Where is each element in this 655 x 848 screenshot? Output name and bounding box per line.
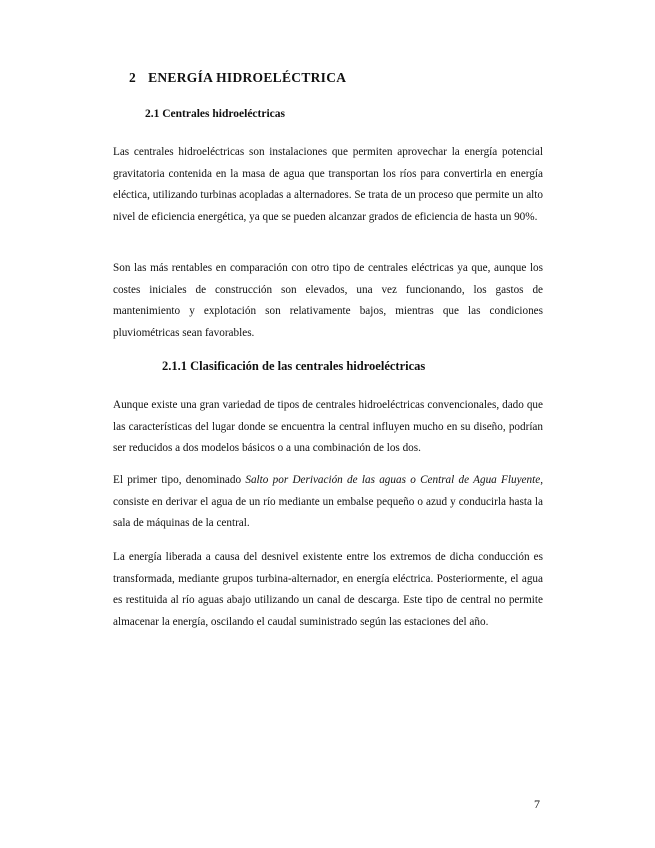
subsection-heading: 2.1 Centrales hidroeléctricas (145, 108, 285, 120)
paragraph-intro: Las centrales hidroeléctricas son instalaciones que permiten aprovechar la energía potencial gravitatoria contenida en la masa de agua que transportan los ríos para convertirla en energía eléctica, utilizando turbinas acopladas a alternadores. Se trata de un proceso que permite un alto nivel de eficiencia energética, ya que se pueden alcanzar grados de eficiencia de hasta un 90%. (113, 146, 543, 223)
first-type-name: Salto por Derivación de las aguas o Central de Agua Fluyente (245, 474, 541, 486)
paragraph-profitability: Son las más rentables en comparación con otro tipo de centrales eléctricas ya que, aunque los costes iniciales de construcción son elevados, una vez funcionando, los gastos de mantenimiento y explotación son relativamente bajos, mientras que las condiciones pluviométricas sean favorables. (113, 262, 543, 339)
paragraph-first-type-lead: El primer tipo, denominado (113, 474, 246, 486)
section-number: 2 (129, 70, 137, 85)
page-number: 7 (534, 797, 540, 811)
section-heading (129, 70, 346, 86)
paragraph-first-type-rest: , consiste en derivar el agua de un río mediante un embalse pequeño o azud y conducirla hasta la sala de máquinas de la central. (113, 474, 543, 529)
paragraph-energy-release: La energía liberada a causa del desnivel existente entre los extremos de dicha conducción es transformada, mediante grupos turbina-alternador, en energía eléctrica. Posteriormente, el agua es restituida al río aguas abajo utilizando un canal de descarga. Este tipo de central no permite almacenar la energía, oscilando el caudal suministrado según las estaciones del año. (113, 551, 543, 628)
subsubsection-heading: 2.1.1 Clasificación de las centrales hidroeléctricas (162, 359, 426, 373)
paragraph-classification: Aunque existe una gran variedad de tipos de centrales hidroeléctricas convencionales, dado que las características del lugar donde se encuentra la central influyen mucho en su diseño, podrían ser reducidos a dos modelos básicos o a una combinación de los dos. (113, 399, 543, 454)
paragraph-first-type (113, 470, 543, 535)
section-title: ENERGÍA HIDROELÉCTRICA (148, 70, 347, 85)
